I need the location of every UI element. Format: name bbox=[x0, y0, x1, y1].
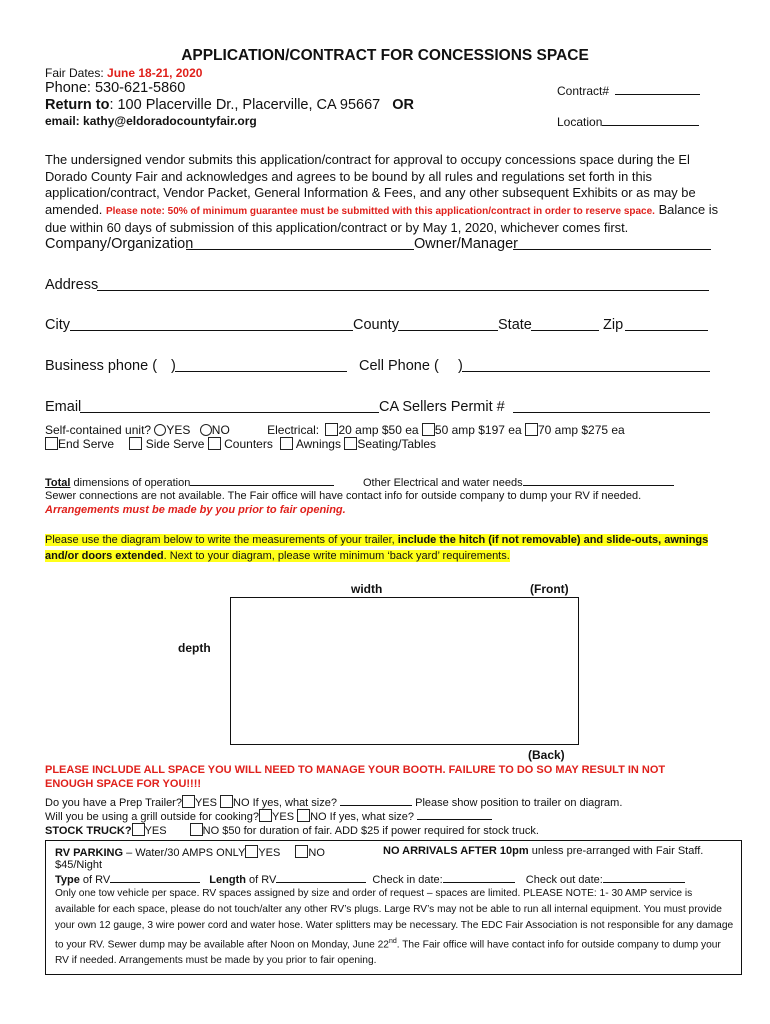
cell-phone-label: Cell Phone ( bbox=[359, 358, 439, 374]
diagram-instruction bbox=[45, 533, 725, 564]
business-phone-input[interactable] bbox=[175, 371, 347, 372]
other-electrical bbox=[363, 476, 674, 489]
trailer-diagram-box[interactable] bbox=[230, 597, 579, 745]
instruction-a: Please use the diagram below to write the measurements of your trailer, bbox=[45, 534, 398, 546]
cell-phone-input[interactable] bbox=[462, 371, 710, 372]
intro-text-end: Balance is due within 60 days of submission of this application/contract or by May 1, 2020, whichever comes first. bbox=[45, 201, 719, 235]
state-input[interactable] bbox=[531, 330, 599, 331]
awnings-label: Awnings bbox=[295, 437, 341, 451]
rv-length-rest: of RV bbox=[245, 874, 277, 886]
contract-label: Contract# bbox=[557, 84, 610, 98]
side-serve-label: Side Serve bbox=[145, 437, 205, 451]
rv-price: $45/Night bbox=[55, 859, 103, 871]
rv-no-checkbox[interactable] bbox=[295, 845, 308, 858]
rv-paragraph-end: . The Fair office will have contact info for outside company to dump your RV if needed. Arrangements must be made by you prior to fair opening. bbox=[55, 939, 721, 967]
end-serve-checkbox[interactable] bbox=[45, 437, 58, 450]
space-warning-line1: PLEASE INCLUDE ALL SPACE YOU WILL NEED TO MANAGE YOUR BOOTH. FAILURE TO DO SO MAY RESULT IN NOT bbox=[45, 764, 666, 776]
total-label: Total bbox=[45, 477, 71, 489]
electrical-label: Electrical: bbox=[267, 423, 320, 437]
check-out-input[interactable] bbox=[603, 873, 685, 883]
rv-parking-text: – Water/30 AMPS ONLY bbox=[123, 847, 246, 859]
intro-note: Please note: 50% of minimum guarantee must be submitted with this application/contract in order to reserve space. bbox=[105, 205, 655, 217]
rv-yes-checkbox[interactable] bbox=[245, 845, 258, 858]
check-in-input[interactable] bbox=[443, 873, 515, 883]
arrangements-note: Arrangements must be made by you prior to fair opening. bbox=[45, 504, 346, 516]
fair-dates-value: June 18-21, 2020 bbox=[107, 66, 203, 80]
rv-paragraph bbox=[55, 886, 735, 969]
prep-no-label: NO If yes, what size? bbox=[233, 797, 337, 809]
city-label: City bbox=[45, 317, 70, 333]
grill-yes-label: YES bbox=[272, 811, 295, 823]
total-dimensions-input[interactable] bbox=[190, 476, 334, 486]
sellers-permit-label: CA Sellers Permit # bbox=[379, 399, 505, 415]
back-label: (Back) bbox=[528, 748, 565, 762]
location-label: Location bbox=[557, 115, 603, 129]
cell-phone-close: ) bbox=[458, 358, 463, 374]
zip-label: Zip bbox=[603, 317, 624, 333]
stock-truck-row bbox=[45, 823, 539, 837]
other-electrical-input[interactable] bbox=[523, 476, 674, 486]
rv-parking-label: RV PARKING bbox=[55, 847, 124, 859]
contract-field bbox=[557, 83, 700, 98]
rv-no-label: NO bbox=[308, 847, 325, 859]
total-rest: dimensions of operation bbox=[70, 477, 191, 489]
return-to bbox=[45, 97, 414, 113]
self-contained-yes-radio[interactable] bbox=[154, 424, 166, 436]
city-input[interactable] bbox=[70, 330, 353, 331]
grill-size-input[interactable] bbox=[417, 810, 492, 820]
self-contained-yes-label: YES bbox=[166, 423, 191, 437]
check-in-label: Check in date: bbox=[372, 874, 443, 886]
check-out-label: Check out date: bbox=[525, 874, 603, 886]
return-to-address: : 100 Placerville Dr., Placerville, CA 95667 bbox=[109, 97, 381, 113]
rv-type-rest: of RV bbox=[79, 874, 111, 886]
county-input[interactable] bbox=[398, 330, 498, 331]
location-input[interactable] bbox=[602, 114, 699, 126]
depth-label: depth bbox=[178, 641, 211, 655]
prep-yes-label: YES bbox=[194, 797, 217, 809]
grill-no-label: NO If yes, what size? bbox=[310, 811, 415, 823]
location-field bbox=[557, 114, 699, 129]
amp50-label: 50 amp $197 ea bbox=[434, 423, 522, 437]
amp70-label: 70 amp $275 ea bbox=[537, 423, 625, 437]
rv-length-input[interactable] bbox=[276, 873, 366, 883]
state-label: State bbox=[498, 317, 532, 333]
stock-yes-label: YES bbox=[144, 825, 167, 837]
options-row-2 bbox=[45, 437, 436, 451]
company-input[interactable] bbox=[186, 249, 414, 250]
email-contact: email: kathy@eldoradocountyfair.org bbox=[45, 114, 257, 128]
return-to-label: Return to bbox=[45, 97, 110, 113]
prep-yes-checkbox[interactable] bbox=[182, 795, 195, 808]
email-label: Email bbox=[45, 399, 82, 415]
instruction-c: . Next to your diagram, please write minimum ‘back yard’ requirements. bbox=[163, 549, 510, 562]
rv-paragraph-sup: nd bbox=[388, 938, 397, 945]
no-arrivals-rest: unless pre-arranged with Fair Staff. bbox=[528, 845, 704, 857]
fair-dates-label: Fair Dates: bbox=[45, 66, 104, 80]
owner-label: Owner/Manager bbox=[414, 236, 518, 252]
address-input[interactable] bbox=[97, 290, 709, 291]
space-warning-line2: ENOUGH SPACE FOR YOU!!!! bbox=[45, 778, 202, 790]
stock-no-label: NO $50 for duration of fair. ADD $25 if power required for stock truck. bbox=[202, 825, 539, 837]
address-label: Address bbox=[45, 277, 99, 293]
sellers-permit-input[interactable] bbox=[513, 412, 710, 413]
no-arrivals-bold: NO ARRIVALS AFTER 10pm bbox=[383, 845, 529, 857]
business-phone-label: Business phone ( bbox=[45, 358, 158, 374]
phone: Phone: 530-621-5860 bbox=[45, 80, 186, 96]
prep-trailer-label: Do you have a Prep Trailer? bbox=[45, 797, 182, 809]
self-contained-label: Self-contained unit? bbox=[45, 423, 152, 437]
page-title: APPLICATION/CONTRACT FOR CONCESSIONS SPACE bbox=[181, 47, 589, 64]
company-label: Company/Organization bbox=[45, 236, 194, 252]
rv-paragraph-text: Only one tow vehicle per space. RV spaces assigned by size and order of request – spaces are limited. PLEASE NOTE: 1- 30 AMP service is available for each space, please do not touch/alter any other RV’s plugs. Large RV’s may not be able to run all internal equipment. You must provide your own 12 gauge, 3 wire power cord and water hose. Water splitters may be necessary. The EDC Fair Association is not responsible for any damage to your RV. Sewer dump may be available after Noon on Monday, June 22 bbox=[55, 888, 734, 951]
prep-size-input[interactable] bbox=[340, 796, 412, 806]
fair-dates bbox=[45, 66, 202, 80]
stock-no-checkbox[interactable] bbox=[190, 823, 203, 836]
end-serve-label: End Serve bbox=[58, 437, 115, 451]
grill-row bbox=[45, 809, 492, 823]
show-position-label: Please show position to trailer on diagram. bbox=[415, 797, 623, 809]
counters-label: Counters bbox=[224, 437, 273, 451]
amp20-label: 20 amp $50 ea bbox=[338, 423, 419, 437]
options-row-1 bbox=[45, 423, 625, 437]
rv-length-label: Length bbox=[209, 874, 246, 886]
no-arrivals bbox=[383, 845, 703, 857]
or-label: OR bbox=[392, 97, 415, 113]
amp20-checkbox[interactable] bbox=[325, 423, 338, 436]
rv-parking-row bbox=[55, 845, 325, 859]
zip-input[interactable] bbox=[625, 330, 708, 331]
intro-text: The undersigned vendor submits this application/contract for approval to occupy concessions space during the El Dorado County Fair and acknowledges and agrees to be bound by all rules and regulations set forth in this application/contract, Vendor Packet, General Information & Fees, and any other subsequent Exhibits or as may be amended. bbox=[45, 152, 696, 217]
sewer-note: Sewer connections are not available. The Fair office will have contact info for outside company to dump your RV if needed. bbox=[45, 490, 642, 502]
width-label: width bbox=[351, 582, 383, 596]
county-label: County bbox=[353, 317, 399, 333]
side-serve-checkbox[interactable] bbox=[129, 437, 142, 450]
seating-label: Seating/Tables bbox=[357, 437, 437, 451]
stock-truck-label: STOCK TRUCK? bbox=[45, 825, 132, 837]
contract-input[interactable] bbox=[615, 83, 700, 95]
stock-yes-checkbox[interactable] bbox=[132, 823, 145, 836]
grill-yes-checkbox[interactable] bbox=[259, 809, 272, 822]
intro-paragraph bbox=[45, 152, 725, 237]
amp50-checkbox[interactable] bbox=[422, 423, 435, 436]
self-contained-no-radio[interactable] bbox=[200, 424, 212, 436]
grill-no-checkbox[interactable] bbox=[297, 809, 310, 822]
awnings-checkbox[interactable] bbox=[280, 437, 293, 450]
rv-details-row bbox=[55, 873, 685, 886]
prep-no-checkbox[interactable] bbox=[220, 795, 233, 808]
email-input[interactable] bbox=[80, 412, 379, 413]
counters-checkbox[interactable] bbox=[208, 437, 221, 450]
rv-type-label: Type bbox=[55, 874, 80, 886]
self-contained-no-label: NO bbox=[211, 423, 230, 437]
other-electrical-label: Other Electrical and water needs bbox=[363, 477, 523, 489]
rv-type-input[interactable] bbox=[110, 873, 200, 883]
seating-checkbox[interactable] bbox=[344, 437, 357, 450]
business-phone-close: ) bbox=[171, 358, 176, 374]
total-dimensions bbox=[45, 476, 334, 489]
instruction-b: include the hitch (if not removable) and slide-outs, awnings and/or doors extended bbox=[45, 534, 709, 562]
amp70-checkbox[interactable] bbox=[525, 423, 538, 436]
rv-yes-label: YES bbox=[258, 847, 281, 859]
grill-label: Will you be using a grill outside for cooking? bbox=[45, 811, 260, 823]
prep-trailer-row bbox=[45, 795, 622, 809]
owner-input[interactable] bbox=[513, 249, 711, 250]
front-label: (Front) bbox=[530, 582, 569, 596]
